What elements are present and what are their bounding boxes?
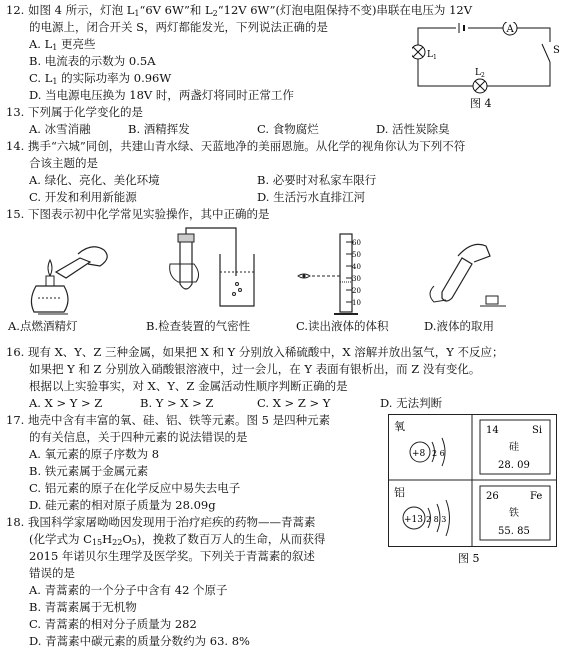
q14-stem-line2: 合该主题的是 xyxy=(29,156,98,170)
stopper xyxy=(178,234,194,242)
iron-mass: 55. 85 xyxy=(498,526,530,537)
oxygen-nucleus-charge: +8 xyxy=(412,449,426,459)
q16-stem-line3: 根据以上实验事实，对 X、Y、Z 金属活动性顺序判断正确的是 xyxy=(29,379,348,393)
battery-gap xyxy=(456,24,468,32)
silicon-mass: 28. 09 xyxy=(498,460,530,471)
q12-stem-part2: “6V 6W”和 L xyxy=(139,3,213,17)
q15-caption-c: C.读出液体的体积 xyxy=(296,319,389,333)
q12-opt-a-text: A. L xyxy=(29,37,53,51)
q13-stem: 13. 下列属于化学变化的是 xyxy=(6,105,143,119)
tick-30: 30 xyxy=(352,275,361,283)
q18-stem-tail: )，挽救了数百万人的生命，从而获得 xyxy=(136,532,326,546)
q18-stem-line1: 18. 我国科学家屠呦呦因发现用于治疗疟疾的药物——青蒿素 xyxy=(6,515,316,529)
sub-1: 1 xyxy=(52,43,58,52)
tick-10: 10 xyxy=(352,299,361,307)
figure-5-caption: 图 5 xyxy=(458,552,480,565)
oxygen-name: 氧 xyxy=(394,420,405,433)
lamp-l2-label: $L_2$ xyxy=(475,68,485,79)
stopper-on-table xyxy=(486,296,498,304)
q12-stem-line2: 的电源上，闭合开关 S，两灯都能发光，下列说法正确的是 xyxy=(29,20,329,34)
q12-stem-part3: “12V 6W”(灯泡电阻保持不变)串联在电压为 12V xyxy=(217,3,473,17)
q12-stem-part1: 12. 如图 4 所示，灯泡 L xyxy=(6,3,135,17)
silicon-name: 硅 xyxy=(509,442,519,453)
q18-stem-line3: 2015 年诺贝尔生理学及医学奖。下列关于青蒿素的叙述 xyxy=(29,549,315,563)
q17-stem-line2: 的有关信息，关于四种元素的说法错误的是 xyxy=(29,430,248,444)
sub-2: 2 xyxy=(212,9,218,18)
q17-stem-line1: 17. 地壳中含有丰富的氧、硅、铝、铁等元素。图 5 是四种元素 xyxy=(6,413,331,427)
figure-15c-cylinder xyxy=(290,232,370,318)
second-lamp-tilted xyxy=(56,258,90,278)
tick-20: 20 xyxy=(352,287,361,295)
q13-option-b: B. 酒精挥发 xyxy=(128,122,190,136)
q16-stem-line1: 16. 现有 X、Y、Z 三种金属，如果把 X 和 Y 分别放入稀硫酸中，X 溶解并放出氢气，Y 不反应； xyxy=(6,345,504,359)
q14-option-d: D. 生活污水直排江河 xyxy=(257,190,366,204)
sub-5: 5 xyxy=(131,538,137,547)
bubble-1 xyxy=(236,283,239,286)
q13-option-d: D. 活性炭除臭 xyxy=(376,122,450,136)
aluminum-shells: 2 8 3 xyxy=(426,515,447,524)
lamp-flame xyxy=(48,260,52,276)
eye-pupil xyxy=(302,274,305,277)
q15-caption-a: A.点燃酒精灯 xyxy=(8,319,78,333)
iron-name: 铁 xyxy=(509,508,519,519)
figure-4-circuit xyxy=(412,22,562,110)
aluminum-shell-3 xyxy=(446,500,450,536)
beaker xyxy=(220,254,254,306)
sub-22: 22 xyxy=(112,538,123,547)
figure-15a-alcohol-lamp xyxy=(20,236,130,316)
q18-option-b: B. 青蒿素属于无机物 xyxy=(29,600,137,614)
sub-15: 15 xyxy=(91,538,103,547)
tick-60: 60 xyxy=(352,239,361,247)
lamp-l1-label: $L_1$ xyxy=(427,50,437,61)
reagent-bottle-hand xyxy=(458,244,490,262)
q12-option-d: D. 当电源电压换为 18V 时，两盏灯将同时正常工作 xyxy=(29,88,294,102)
q12-option-b: B. 电流表的示数为 0.5A xyxy=(29,54,156,68)
iron-number: 26 xyxy=(486,491,499,502)
q16-option-a: A. X > Y > Z xyxy=(29,396,103,410)
q12-opt-c-text: C. L xyxy=(29,71,53,85)
q13-option-c: C. 食物腐烂 xyxy=(257,122,319,136)
q18-formula-o: O xyxy=(122,532,132,546)
oxygen-shells: 2 6 xyxy=(432,449,445,458)
q14-option-a: A. 绿化、亮化、美化环境 xyxy=(29,173,160,187)
q18-formula-h: H xyxy=(102,532,113,546)
bubble-2 xyxy=(239,289,242,292)
q14-stem-line1: 14. 携手“六城”同创，共建山青水绿、天蓝地净的美丽恩施。从化学的视角你认为下列不符 xyxy=(6,139,466,153)
q18-formula-prefix: (化学式为 C xyxy=(29,532,92,546)
q17-option-d: D. 硅元素的相对原子质量为 28.09g xyxy=(29,498,216,512)
q18-stem-line4: 错误的是 xyxy=(29,566,75,580)
q15-caption-d: D.液体的取用 xyxy=(424,319,494,333)
lamp-neck xyxy=(46,276,54,286)
q17-option-a: A. 氧元素的原子序数为 8 xyxy=(29,447,160,461)
q16-stem-line2: 如果把 Y 和 Z 分别放入硝酸银溶液中，过一会儿，在 Y 表面有银析出，而 Z 没有变化。 xyxy=(29,362,481,376)
q16-option-b: B. Y > X > Z xyxy=(140,396,214,410)
ammeter-label: A xyxy=(506,24,514,35)
figure-15b-airtightness xyxy=(158,224,268,316)
test-tube-tilted xyxy=(442,258,472,301)
lamp-body xyxy=(31,286,68,312)
silicon-symbol: Si xyxy=(532,425,543,436)
q14-option-c: C. 开发和利用新能源 xyxy=(29,190,137,204)
aluminum-nucleus-charge: +13 xyxy=(404,515,423,525)
q17-option-b: B. 铁元素属于金属元素 xyxy=(29,464,149,478)
q16-option-c: C. X > Z > Y xyxy=(257,396,331,410)
q18-option-a: A. 青蒿素的一个分子中含有 42 个原子 xyxy=(29,583,228,597)
sub-1: 1 xyxy=(52,77,58,86)
q17-option-c: C. 铝元素的原子在化学反应中易失去电子 xyxy=(29,481,241,495)
q18-option-d: D. 青蒿素中碳元素的质量分数约为 63. 8% xyxy=(29,634,250,648)
cylinder-body xyxy=(340,234,352,312)
q14-option-b: B. 必要时对私家车限行 xyxy=(257,173,377,187)
q15-caption-b: B.检查装置的气密性 xyxy=(146,319,251,333)
hand-outline xyxy=(78,247,107,266)
q15-stem: 15. 下图表示初中化学常见实验操作，其中正确的是 xyxy=(6,207,270,221)
cylinder-scale xyxy=(346,239,361,307)
tick-50: 50 xyxy=(352,251,361,259)
iron-symbol: Fe xyxy=(530,491,543,502)
bubble-3 xyxy=(233,293,236,296)
q16-option-d: D. 无法判断 xyxy=(380,396,443,410)
q18-option-c: C. 青蒿素的相对分子质量为 282 xyxy=(29,617,197,631)
tick-40: 40 xyxy=(352,263,361,271)
switch-label: S xyxy=(553,45,560,56)
figure-5-elements xyxy=(388,414,560,568)
silicon-number: 14 xyxy=(486,425,499,436)
hand-on-tube xyxy=(170,264,199,282)
q12-opt-c-tail: 的实际功率为 0.96W xyxy=(57,71,172,85)
q13-option-a: A. 冰雪消融 xyxy=(29,122,91,136)
figure-15d-liquid-taking xyxy=(420,236,510,316)
sub-1: 1 xyxy=(134,9,140,18)
figure-4-caption: 图 4 xyxy=(470,97,492,110)
aluminum-name: 铝 xyxy=(394,486,405,499)
q12-opt-a-tail: 更亮些 xyxy=(57,37,96,51)
